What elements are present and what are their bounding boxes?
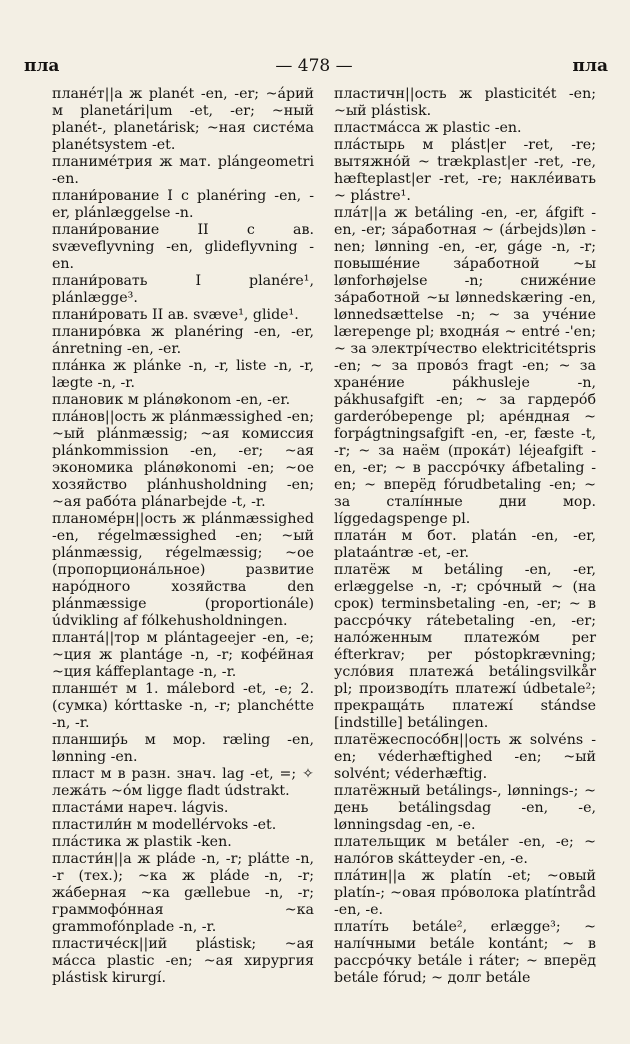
entry: планомéрн||ость ж plánmæssighed -en, régelmæssighed -en; ~ый plánmæssig, régelmæssig; ~ое (пропорционáльное) развитие нарóдного хозяйства den plánmæssige (proportionále) údvikling af fólkehusholdningen. <box>52 511 314 629</box>
entry: плановик м plánøkonom -en, -er. <box>52 392 291 408</box>
header-left-guideword: пла <box>24 56 60 76</box>
entry: планшир́ь м мор. ræling -en, lønning -en. <box>52 732 314 765</box>
entry: пластичн||ость ж plasticitét -en; ~ый plástisk. <box>334 86 596 119</box>
right-column <box>334 86 596 987</box>
entry: плáнка ж plánke -n, -r, liste -n, -r, lægte -n, -r. <box>52 358 314 391</box>
entry: платáн м бот. platán -en, -er, plataántræ -et, -er. <box>334 528 596 561</box>
entry: платíть betále², erlægge³; ~ налíчными betále kontánt; ~ в рассрóчку betále i ráter; ~ вперёд betále fórud; ~ долг betále <box>334 919 596 986</box>
page-header <box>20 52 608 80</box>
entry: планшéт м 1. málebord -et, -e; 2. (сумка) kórttaske -n, -r; planchétte -n, -r. <box>52 681 314 731</box>
entry: плательщик м betáler -en, -e; ~ налóгов skátteyder -en, -e. <box>334 834 596 867</box>
entry: плани́рование I с planéring -en, -er, plánlæggelse -n. <box>52 188 314 221</box>
entry: пластмáсса ж plastic -en. <box>334 120 522 136</box>
entry: плáстика ж plastik -ken. <box>52 834 232 850</box>
entry: пластичéск||ий plástisk; ~ая мáсса plastic -en; ~ая хирургия plástisk kirurgí. <box>52 936 314 986</box>
entry: плани́ровать II ав. svæve¹, glide¹. <box>52 307 299 323</box>
left-column <box>52 86 314 987</box>
entry: платёж м betáling -en, -er, erlæggelse -n, -r; срóчный ~ (на срок) terminsbetaling -en, -er; ~ в рассрóчку rátebetaling -en, -er; налóженным платежóм per éfterkrav; per póstopkrævning; услóвия платежá betálingsvilkår pl; производíть платежí údbetale²; прекращáть платежí stándse [indstille] betálingen. <box>334 562 596 731</box>
entry: планирóвка ж planéring -en, -er, ánretning -en, -er. <box>52 324 314 357</box>
entry: плáстырь м plást|er -ret, -re; вытяжнóй ~ trækplast|er -ret, -re, hæfteplast|er -ret, -re; наклéивать ~ plástre¹. <box>334 137 596 204</box>
entry: плáнов||ость ж plánmæssighed -en; ~ый plánmæssig; ~ая комиссия plánkommission -en, -er; ~ая экономика plánøkonomi -en; ~ое хозяйство plánhusholdning -en; ~ая рабóта plánarbejde -t, -r. <box>52 409 314 510</box>
entry: пластили́н м modellérvoks -et. <box>52 817 277 833</box>
entry: пласти́н||а ж pláde -n, -r; plátte -n, -r (тех.); ~ка ж pláde -n, -r; жáберная ~ка gællebue -n, -r; граммофóнная ~ка grammofónplade -n, -r. <box>52 851 314 935</box>
entry: планимéтрия ж мат. plángeometri -en. <box>52 154 314 187</box>
header-right-guideword: пла <box>572 56 608 76</box>
entry: плантá||тор м plántageejer -en, -e; ~ция ж plantáge -n, -r; кофéйная ~ция káffeplantage -n, -r. <box>52 630 314 680</box>
page-number: — 478 — <box>275 56 353 76</box>
entry: пластáми нареч. lágvis. <box>52 800 229 816</box>
entry: плани́рование II с ав. svæveflyvning -en, glideflyvning -en. <box>52 222 314 272</box>
entry: пласт м в разн. знач. lag -et, =; ✧ лежáть ~óм ligge fladt údstrakt. <box>52 766 314 799</box>
entry: платёжеспосóбн||ость ж solvéns -en; véderhæftighed -en; ~ый solvént; véderhæftig. <box>334 732 596 782</box>
entry: платёжный betálings-, lønnings-; ~ день betálingsdag -en, -e, lønningsdag -en, -e. <box>334 783 596 833</box>
entry: плáтин||а ж platín -et; ~овый platín-; ~овая прóволока platíntråd -en, -e. <box>334 868 596 918</box>
entry: плáт||а ж betáling -en, -er, áfgift -en, -er; зáработная ~ (árbejds)løn -nen; lønning -en, -er, gáge -n, -r; повышéние зáработной ~ы lønforhøjelse -n; снижéние зáработной ~ы lønnedskæring -en, lønnedsættelse -n; ~ за учéние lærepenge pl; входнáя ~ entré -'en; ~ за электрíчество elektricitétspris -en; ~ за провóз fragt -en; ~ за хранéние pákhusleje -n, pákhusafgift -en; ~ за гардерóб garderóbepenge pl; арéндная ~ forpágtningsafgift -en, -er, fæste -t, -r; ~ за наём (прокáт) léjeafgift -en, -er; ~ в рассрóчку áfbetaling -en; ~ вперёд fórudbetaling -en; ~ за сталíнные дни мор. líggedagspenge pl. <box>334 205 596 527</box>
entry: планéт||а ж planét -en, -er; ~áрий м planetári|um -et, -er; ~ный planét-, planetárisk; ~ная систéма planétsystem -et. <box>52 86 314 153</box>
entry: плани́ровать I planére¹, plánlægge³. <box>52 273 314 306</box>
